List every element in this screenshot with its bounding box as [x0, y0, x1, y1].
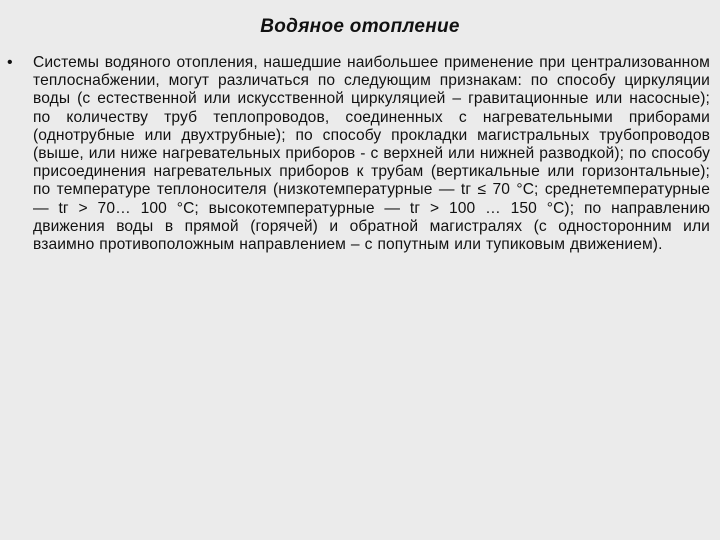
- bullet-text: Системы водяного отопления, нашедшие наибольшее применение при централизованном теплоснабжении, могут различаться по следующим признакам: по способу циркуляции воды (с естественной или искусственной циркуляцией – гравитационные или насосные); по количеству труб теплопроводов, соединенных с нагревательными приборами (однотрубные или двухтрубные); по способу прокладки магистральных трубопроводов (выше, или ниже нагревательных приборов - с верхней или нижней разводкой); по способу присоединения нагревательных приборов к трубам (вертикальные или горизонтальные); по температуре теплоносителя (низкотемпературные — tг ≤ 70 °С; среднетемпературные — tг > 70… 100 °С; высокотемпературные — tг > 100 … 150 °С); по направлению движения воды в прямой (горячей) и обратной магистралях (с односторонним или взаимно противоположным направлением – с попутным или тупиковым движением).: [33, 54, 710, 254]
- slide-title: Водяное отопление: [260, 16, 460, 37]
- bullet-marker: •: [7, 54, 13, 71]
